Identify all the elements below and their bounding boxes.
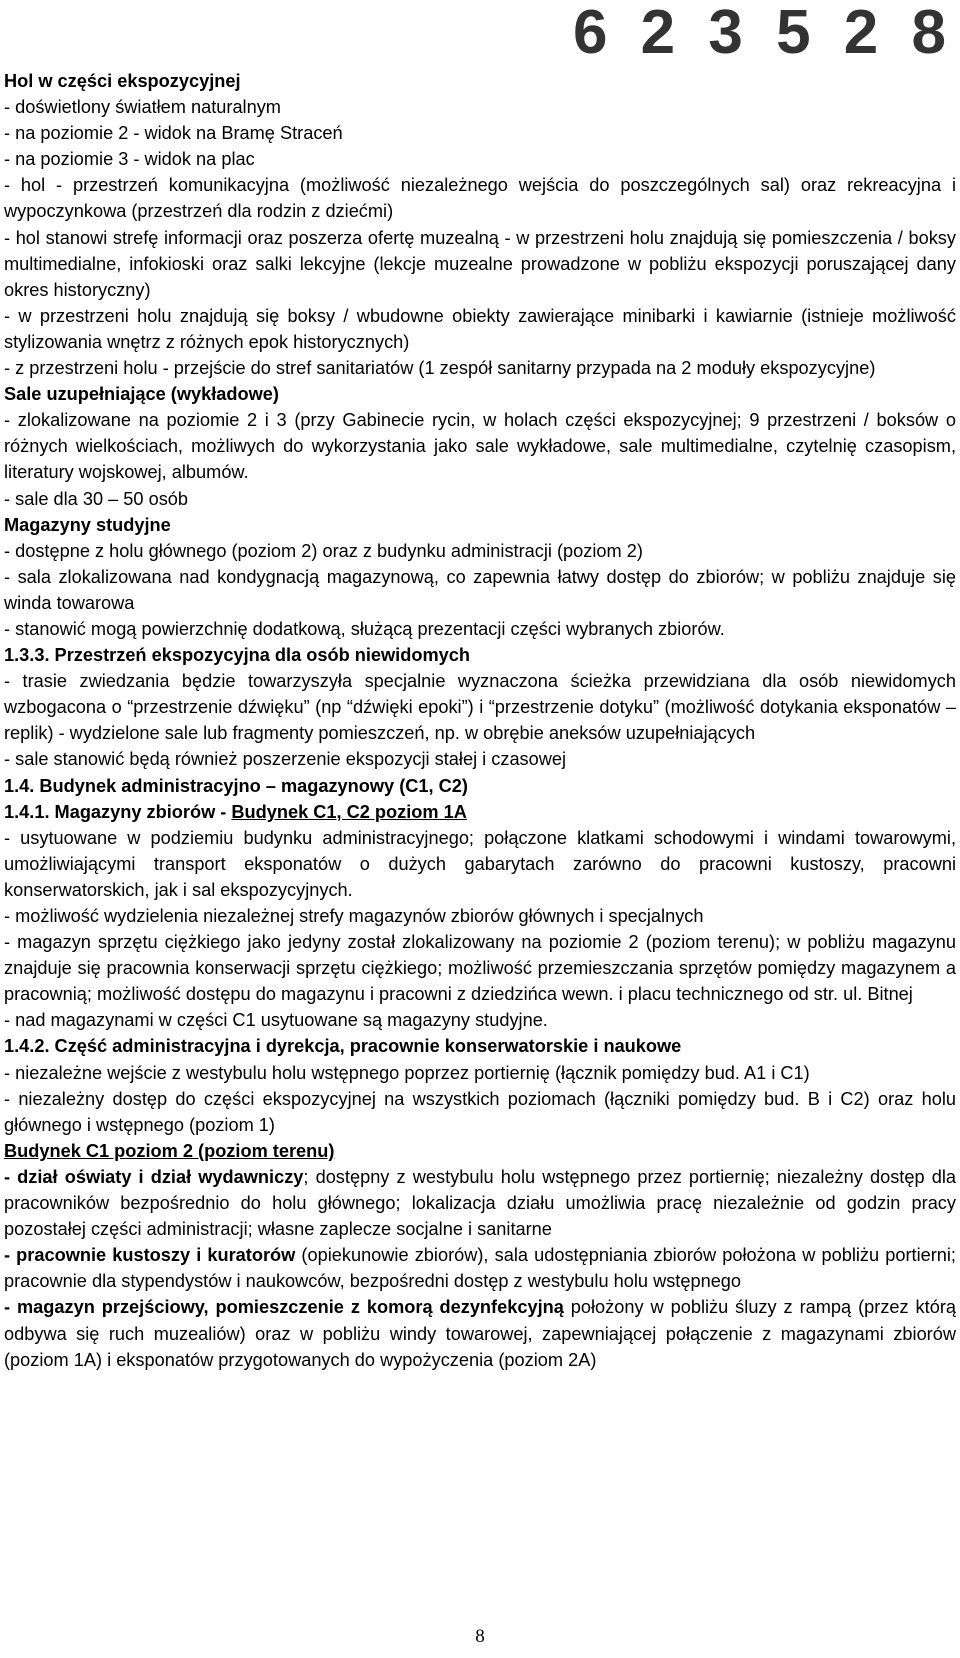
section-heading-1-4-2: 1.4.2. Część administracyjna i dyrekcja, pracownie konserwatorskie i naukowe <box>4 1036 682 1057</box>
section-heading-1-4: 1.4. Budynek administracyjno – magazynowy (C1, C2) <box>4 775 468 796</box>
list-item <box>4 1164 956 1242</box>
heading-underlined: Budynek C1, C2 poziom 1A <box>231 801 467 822</box>
list-item: - dostępne z holu głównego (poziom 2) oraz z budynku administracji (poziom 2) <box>4 540 643 561</box>
item-text: ; dostępny z westybulu holu wstępnego przez portiernię; niezależny dostęp dla pracowników bezpośrednio do holu głównego; lokalizacja działu umożliwia pracę niezależnie od godzin pracy pozostałej części administracji; własne zaplecze socjalne i sanitarne <box>4 1166 956 1240</box>
list-item: - hol - przestrzeń komunikacyjna (możliwość niezależnego wejścia do poszczególnych sal) oraz rekreacyjna i wypoczynkowa (przestrzeń dla rodzin z dziećmi) <box>4 175 956 222</box>
item-text: (opiekunowie zbiorów), sala udostępniania zbiorów położona w pobliżu portierni; pracownie dla stypendystów i naukowców, bezpośredni dostęp z westybulu holu wstępnego <box>4 1245 956 1292</box>
list-item: - niezależny dostęp do części ekspozycyjnej na wszystkich poziomach (łączniki pomiędzy bud. B i C2) oraz holu głównego i wstępnego (poziom 1) <box>4 1088 956 1135</box>
list-item: - w przestrzeni holu znajdują się boksy / wbudowne obiekty zawierające minibarki i kawiarnie (istnieje możliwość stylizowania wnętrz z różnych epok historycznych) <box>4 305 956 352</box>
document-content <box>4 68 956 1373</box>
list-item: - nad magazynami w części C1 usytuowane są magazyny studyjne. <box>4 1010 548 1031</box>
list-item: - stanowić mogą powierzchnię dodatkową, służącą prezentacji części wybranych zbiorów. <box>4 618 725 639</box>
list-item: - trasie zwiedzania będzie towarzyszyła specjalnie wyznaczona ścieżka przewidziana dla osób niewidomych wzbogacona o “przestrzenie dźwięku” (np “dźwięki epoki”) i “przestrzenie dotyku” (możliwość dotykania eksponatów – replik) - wydzielone sale lub fragmenty pomieszczeń, np. w obrębie aneksów uzupełniających <box>4 671 956 744</box>
section-heading-budynek-c1: Budynek C1 poziom 2 (poziom terenu) <box>4 1140 335 1161</box>
section-heading-sale: Sale uzupełniające (wykładowe) <box>4 384 279 405</box>
list-item <box>4 1242 956 1294</box>
list-item: - hol stanowi strefę informacji oraz poszerza ofertę muzealną - w przestrzeni holu znajdują się pomieszczenia / boksy multimedialne, infokioski oraz salki lekcyjne (lekcje muzealne prowadzone w pobliżu ekspozycji poruszającej dany okres historyczny) <box>4 227 956 300</box>
list-item: - sale stanowić będą również poszerzenie ekspozycji stałej i czasowej <box>4 749 567 770</box>
list-item: - magazyn sprzętu ciężkiego jako jedyny został zlokalizowany na poziomie 2 (poziom terenu); w pobliżu magazynu znajduje się pracownia konserwacji sprzętu ciężkiego; możliwość przemieszczania sprzętów pomiędzy magazynem a pracownią; możliwość dostępu do magazynu i pracowni z dziedzińca wewn. i placu technicznego od str. ul. Bitnej <box>4 932 956 1005</box>
list-item: - sale dla 30 – 50 osób <box>4 488 189 509</box>
section-heading-magazyny-studyjne: Magazyny studyjne <box>4 514 171 535</box>
list-item: - zlokalizowane na poziomie 2 i 3 (przy Gabinecie rycin, w holach części ekspozycyjnej; 9 przestrzeni / boksów o różnych wielkościach, możliwych do wykorzystania jako sale wykładowe, sale multimedialne, czytelnię czasopism, literatury wojskowej, albumów. <box>4 410 956 483</box>
list-item: - na poziomie 3 - widok na plac <box>4 149 255 170</box>
list-item: - możliwość wydzielenia niezależnej strefy magazynów zbiorów głównych i specjalnych <box>4 906 704 926</box>
list-item: - z przestrzeni holu - przejście do stref sanitariatów (1 zespół sanitarny przypada na 2 moduły ekspozycyjne) <box>4 358 876 379</box>
document-number: 6 2 3 5 2 8 <box>572 0 954 67</box>
list-item: - sala zlokalizowana nad kondygnacją magazynową, co zapewnia łatwy dostęp do zbiorów; w pobliżu znajduje się winda towarowa <box>4 566 956 613</box>
item-text: położony w pobliżu śluzy z rampą (przez którą odbywa się ruch muzealiów) oraz w pobliżu windy towarowej, zapewniającej połączenie z magazynami zbiorów (poziom 1A) i eksponatów przygotowanych do wypożyczenia (poziom 2A) <box>4 1297 956 1370</box>
item-bold-lead: - pracownie kustoszy i kuratorów <box>4 1245 296 1266</box>
section-heading-hol: Hol w części ekspozycyjnej <box>4 71 241 91</box>
item-bold-lead: - magazyn przejściowy, pomieszczenie z komorą dezynfekcyjną <box>4 1297 564 1318</box>
list-item: - na poziomie 2 - widok na Bramę Straceń <box>4 123 343 144</box>
list-item: - doświetlony światłem naturalnym <box>4 97 281 118</box>
list-item: - niezależne wejście z westybulu holu wstępnego poprzez portiernię (łącznik pomiędzy bud. A1 i C1) <box>4 1062 810 1083</box>
heading-prefix: 1.4.1. Magazyny zbiorów - <box>4 801 232 822</box>
item-bold-lead: - dział oświaty i dział wydawniczy <box>4 1166 304 1187</box>
section-heading-1-3-3: 1.3.3. Przestrzeń ekspozycyjna dla osób niewidomych <box>4 645 470 666</box>
page-number: 8 <box>475 1626 485 1647</box>
section-heading-1-4-1 <box>4 799 956 825</box>
list-item <box>4 1294 956 1372</box>
list-item: - usytuowane w podziemiu budynku administracyjnego; połączone klatkami schodowymi i windami towarowymi, umożliwiającymi transport eksponatów o dużych gabarytach zarówno do pracowni kustoszy, pracowni konserwatorskich, jak i sal ekspozycyjnych. <box>4 827 956 900</box>
